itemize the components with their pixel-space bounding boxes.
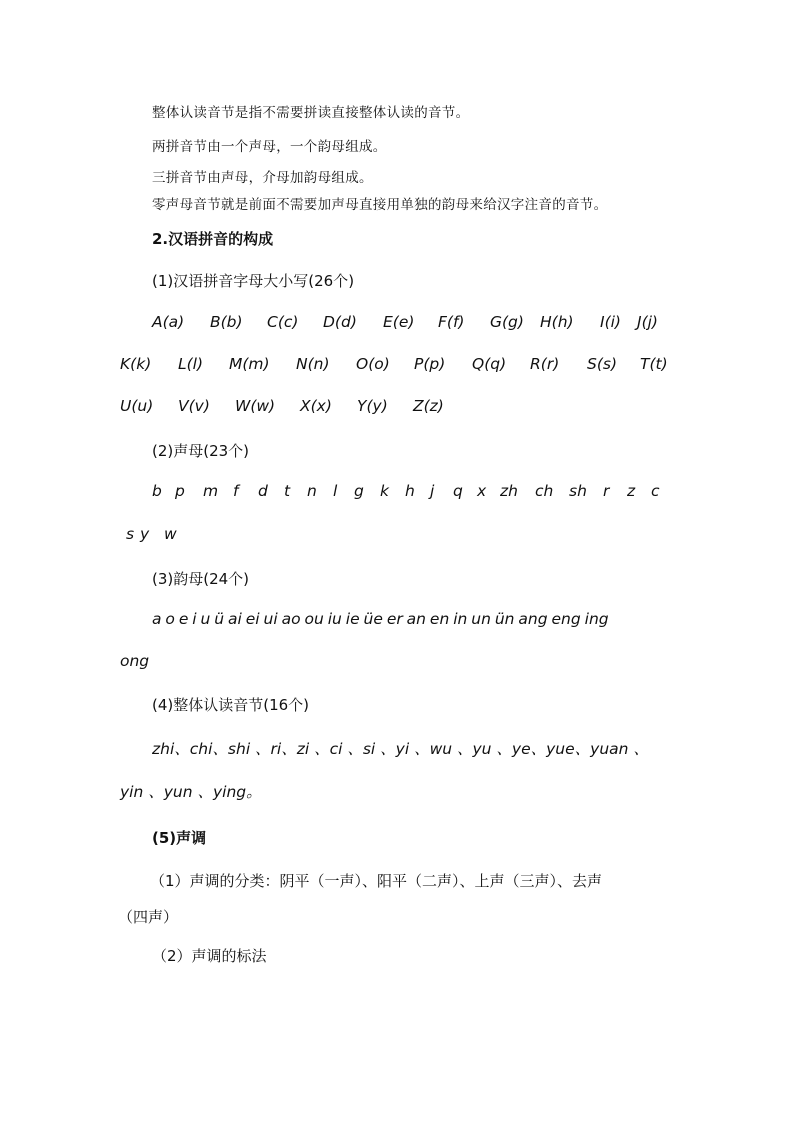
initial: sh [569, 482, 587, 500]
initial: j [430, 482, 435, 500]
letter-pair: X(x) [300, 397, 332, 415]
initial: w [164, 525, 177, 543]
tones-classification: （1）声调的分类：阴平（一声）、阳平（二声）、上声（三声）、去声 [150, 872, 603, 890]
letter-pair: E(e) [383, 313, 415, 331]
letter-pair: U(u) [120, 397, 154, 415]
initial: q [453, 482, 463, 500]
syllables-list-continued: yin 、yun 、ying。 [120, 783, 262, 801]
letter-pair: K(k) [120, 355, 152, 373]
letter-pair: W(w) [235, 397, 276, 415]
initial: k [380, 482, 389, 500]
letter-pair: O(o) [356, 355, 390, 373]
letter-pair: G(g) [490, 313, 524, 331]
definition-zero-initial-syllable: 零声母音节就是前面不需要加声母直接用单独的韵母来给汉字注音的音节。 [152, 197, 608, 213]
initial: m [203, 482, 219, 500]
tones-classification-continued: （四声） [118, 908, 179, 926]
initial: d [258, 482, 268, 500]
finals-list-continued: ong [120, 652, 150, 670]
initial: c [651, 482, 660, 500]
letter-pair: R(r) [530, 355, 560, 373]
initial: zh [500, 482, 518, 500]
letter-pair: M(m) [229, 355, 270, 373]
letter-pair: Q(q) [472, 355, 507, 373]
letter-pair: F(f) [438, 313, 465, 331]
initial: b [152, 482, 162, 500]
syllables-list: zhi、chi、shi 、ri、zi 、ci 、si 、yi 、wu 、yu 、ye、yue、yuan 、 [152, 740, 649, 758]
finals-heading: (3)韵母(24个) [152, 570, 250, 588]
initial: n [307, 482, 317, 500]
letter-pair: L(l) [178, 355, 204, 373]
tones-heading: (5)声调 [152, 829, 207, 847]
initial: p [175, 482, 185, 500]
initial: ch [535, 482, 554, 500]
finals-list: a o e i u ü ai ei ui ao ou iu ie üe er an en in un ün ang eng ing [152, 610, 609, 628]
initial: t [284, 482, 291, 500]
initial: l [333, 482, 338, 500]
initial: h [405, 482, 415, 500]
initial: y [140, 525, 150, 543]
initial: r [603, 482, 610, 500]
initial: g [354, 482, 364, 500]
letter-pair: B(b) [210, 313, 243, 331]
letter-pair: Y(y) [357, 397, 388, 415]
letter-pair: T(t) [640, 355, 668, 373]
initial: x [477, 482, 487, 500]
letter-pair: Z(z) [413, 397, 444, 415]
initial: s [126, 525, 135, 543]
letter-pair: J(j) [637, 313, 658, 331]
definition-two-part-syllable: 两拼音节由一个声母，一个韵母组成。 [152, 139, 387, 155]
letter-pair: V(v) [178, 397, 210, 415]
initial: f [233, 482, 239, 500]
letter-pair: N(n) [296, 355, 330, 373]
definition-three-part-syllable: 三拼音节由声母，介母加韵母组成。 [152, 170, 373, 186]
letter-pair: D(d) [323, 313, 357, 331]
letter-pair: S(s) [587, 355, 618, 373]
section-heading: 2.汉语拼音的构成 [152, 230, 274, 248]
definition-whole-syllable: 整体认读音节是指不需要拼读直接整体认读的音节。 [152, 105, 470, 121]
tones-marking: （2）声调的标法 [152, 947, 267, 965]
letter-pair: A(a) [152, 313, 185, 331]
letter-pair: C(c) [267, 313, 299, 331]
letter-pair: I(i) [600, 313, 621, 331]
syllables-heading: (4)整体认读音节(16个) [152, 696, 310, 714]
initials-heading: (2)声母(23个) [152, 442, 250, 460]
letters-heading: (1)汉语拼音字母大小写(26个) [152, 272, 355, 290]
initial: z [627, 482, 636, 500]
letter-pair: P(p) [414, 355, 446, 373]
letter-pair: H(h) [540, 313, 574, 331]
